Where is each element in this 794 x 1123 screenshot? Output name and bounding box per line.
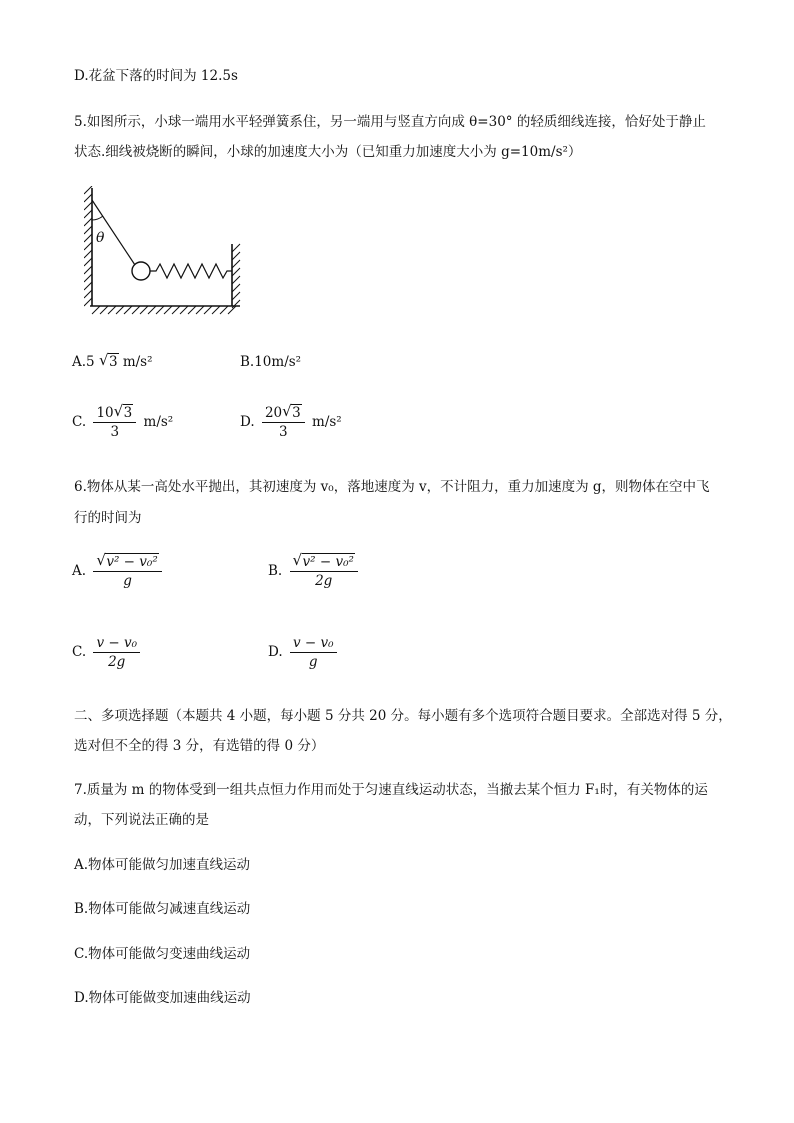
q5-option-c-label: C. bbox=[72, 414, 87, 430]
q7-option-b: B.物体可能做匀减速直线运动 bbox=[74, 901, 251, 917]
q5-option-d-label: D. bbox=[240, 414, 255, 430]
angle-arc bbox=[92, 216, 103, 220]
q5-option-a-unit: m/s² bbox=[122, 354, 153, 370]
q5-option-d bbox=[240, 402, 342, 440]
q7-option-d: D.物体可能做变加速曲线运动 bbox=[74, 990, 251, 1006]
right-wall bbox=[232, 244, 240, 308]
q5-stem-line2: 状态.细线被烧断的瞬间，小球的加速度大小为（已知重力加速度大小为 g=10m/s²） bbox=[74, 144, 582, 160]
q5-option-d-unit: m/s² bbox=[312, 414, 342, 430]
q5-stem-line1: 5.如图所示，小球一端用水平轻弹簧系住，另一端用与竖直方向成 θ=30° 的轻质细线连接，恰好处于静止 bbox=[74, 114, 706, 130]
q6-option-d-fraction: $\frac{\text{v − v₀}}{g}$ bbox=[290, 635, 337, 670]
sqrt-symbol: √ 3 bbox=[98, 351, 118, 370]
q7-stem-line1: 7.质量为 m 的物体受到一组共点恒力作用而处于匀速直线运动状态，当撤去某个恒力 F₁时，有关物体的运 bbox=[74, 782, 708, 798]
q6-option-b-fraction: √ v² − v₀² 2g bbox=[290, 554, 358, 589]
q5-option-b: B.10m/s² bbox=[240, 354, 302, 370]
q6-option-a-fraction: √ v² − v₀² g bbox=[93, 554, 161, 589]
q5-option-c bbox=[72, 402, 174, 440]
q5-option-c-fraction: 10 √ 3 3 bbox=[93, 405, 136, 440]
q7-option-c: C.物体可能做匀变速曲线运动 bbox=[74, 946, 251, 962]
q6-option-c-label: C. bbox=[72, 644, 87, 660]
section2-line1: 二、多项选择题（本题共 4 小题，每小题 5 分共 20 分。每小题有多个选项符合题目要求。全部选对得 5 分， bbox=[74, 708, 732, 724]
q6-option-c-fraction: $\frac{\text{v − v₀}}{2g}$ bbox=[93, 635, 140, 670]
q6-option-c bbox=[72, 635, 143, 670]
q6-option-a bbox=[72, 551, 165, 589]
theta-label: θ bbox=[96, 230, 105, 246]
q7-option-a: A.物体可能做匀加速直线运动 bbox=[74, 857, 251, 873]
q6-option-b-label: B. bbox=[268, 563, 283, 579]
ball bbox=[132, 262, 150, 280]
floor bbox=[90, 306, 240, 314]
q5-option-c-unit: m/s² bbox=[143, 414, 174, 430]
q6-option-b bbox=[268, 551, 361, 589]
q6-option-a-label: A. bbox=[72, 563, 87, 579]
q5-figure bbox=[84, 186, 246, 316]
q6-option-d-label: D. bbox=[268, 644, 283, 660]
q5-option-a bbox=[72, 351, 153, 370]
q6-option-d bbox=[268, 635, 340, 670]
q6-stem-line2: 行的时间为 bbox=[74, 510, 142, 526]
section2-line2: 选对但不全的得 3 分，有选错的得 0 分） bbox=[74, 738, 325, 754]
q7-stem-line2: 动，下列说法正确的是 bbox=[74, 812, 209, 828]
q4-option-d: D.花盆下落的时间为 12.5s bbox=[74, 68, 238, 84]
q5-option-a-prefix: A.5 bbox=[72, 354, 95, 370]
q6-stem-line1: 6.物体从某一高处水平抛出，其初速度为 v₀，落地速度为 v，不计阻力，重力加速度为 g，则物体在空中飞 bbox=[74, 479, 710, 495]
left-wall bbox=[84, 186, 92, 306]
spring bbox=[150, 264, 232, 278]
q5-option-d-fraction: 20 √ 3 3 bbox=[262, 405, 305, 440]
